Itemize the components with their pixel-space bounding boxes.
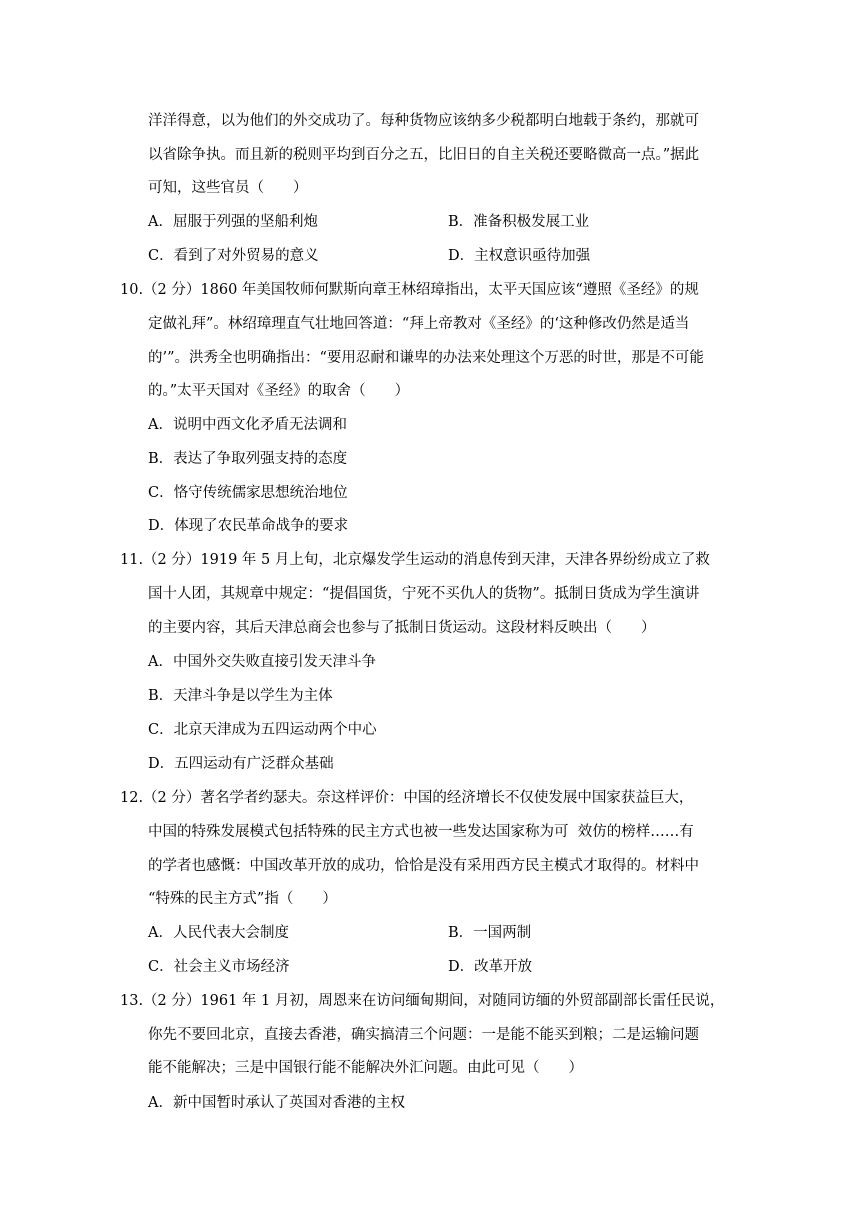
q10-option-b[interactable]: B．表达了争取列强支持的态度 [148, 451, 348, 467]
q13-stem-line-3: 能不能解决；三是中国银行能不能解决外汇问题。由此可见（ ） [148, 1060, 583, 1076]
q9-stem-line-2: 以省除争执。而且新的税则平均到百分之五，比旧日的自主关税还要略微高一点。”据此 [148, 147, 700, 163]
q11-option-a[interactable]: A．中国外交失败直接引发天津斗争 [148, 654, 376, 670]
q9-option-d[interactable]: D．主权意识亟待加强 [448, 248, 591, 264]
q10-option-c[interactable]: C．恪守传统儒家思想统治地位 [148, 485, 348, 501]
q10-stem-line-4: 的。”太平天国对《圣经》的取舍（ ） [148, 383, 410, 399]
q11-option-b[interactable]: B．天津斗争是以学生为主体 [148, 688, 333, 704]
q10-stem-line-1: 10.（2 分）1860 年美国牧师何默斯向章王林绍璋指出，太平天国应该“遵照《圣经》的规 [120, 282, 699, 298]
q12-stem-line-2: 中国的特殊发展模式包括特殊的民主方式也被一些发达国家称为可 效仿的榜样……有 [148, 824, 694, 840]
q13-stem-line-2: 你先不要回北京，直接去香港，确实搞清三个问题：一是能不能买到粮；二是运输问题 [148, 1027, 699, 1043]
q12-stem-line-3: 的学者也感慨：中国改革开放的成功，恰恰是没有采用西方民主模式才取得的。材料中 [148, 858, 699, 874]
q11-stem-line-1: 11.（2 分）1919 年 5 月上旬，北京爆发学生运动的消息传到天津，天津各界纷纷成立了救 [120, 552, 710, 568]
q11-stem-line-2: 国十人团，其规章中规定：“提倡国货，宁死不买仇人的货物”。抵制日货成为学生演讲 [148, 586, 700, 602]
q9-option-b[interactable]: B．准备积极发展工业 [448, 214, 590, 230]
q10-stem-line-3: 的’”。洪秀全也明确指出：“要用忍耐和谦卑的办法来处理这个万恶的时世，那是不可能 [148, 350, 704, 366]
q10-option-d[interactable]: D．体现了农民革命战争的要求 [148, 518, 349, 534]
q12-option-c[interactable]: C．社会主义市场经济 [148, 959, 290, 975]
q9-stem-line-1: 洋洋得意，以为他们的外交成功了。每种货物应该纳多少税都明白地载于条约，那就可 [148, 113, 699, 129]
q12-option-d[interactable]: D．改革开放 [448, 959, 533, 975]
q11-stem-line-3: 的主要内容，其后天津总商会也参与了抵制日货运动。这段材料反映出（ ） [148, 620, 656, 636]
q13-option-a[interactable]: A．新中国暂时承认了英国对香港的主权 [148, 1095, 405, 1111]
q12-stem-line-4: “特殊的民主方式”指（ ） [148, 891, 337, 907]
q10-stem-line-2: 定做礼拜”。林绍璋理直气壮地回答道：“拜上帝教对《圣经》的‘这种修改仍然是适当 [148, 316, 690, 332]
q10-option-a[interactable]: A．说明中西文化矛盾无法调和 [148, 417, 347, 433]
q13-stem-line-1: 13.（2 分）1961 年 1 月初，周恩来在访问缅甸期间，对随同访缅的外贸部副部长雷任民说， [120, 993, 725, 1009]
q12-option-a[interactable]: A．人民代表大会制度 [148, 925, 289, 941]
q9-option-c[interactable]: C．看到了对外贸易的意义 [148, 248, 319, 264]
q11-option-d[interactable]: D．五四运动有广泛群众基础 [148, 756, 334, 772]
q12-option-b[interactable]: B．一国两制 [448, 925, 532, 941]
q9-stem-line-3: 可知，这些官员（ ） [148, 180, 308, 196]
q9-option-a[interactable]: A．屈服于列强的坚船利炮 [148, 214, 318, 230]
q11-option-c[interactable]: C．北京天津成为五四运动两个中心 [148, 722, 377, 738]
q12-stem-line-1: 12.（2 分）著名学者约瑟夫。奈这样评价：中国的经济增长不仅使发展中国家获益巨大， [120, 790, 694, 806]
